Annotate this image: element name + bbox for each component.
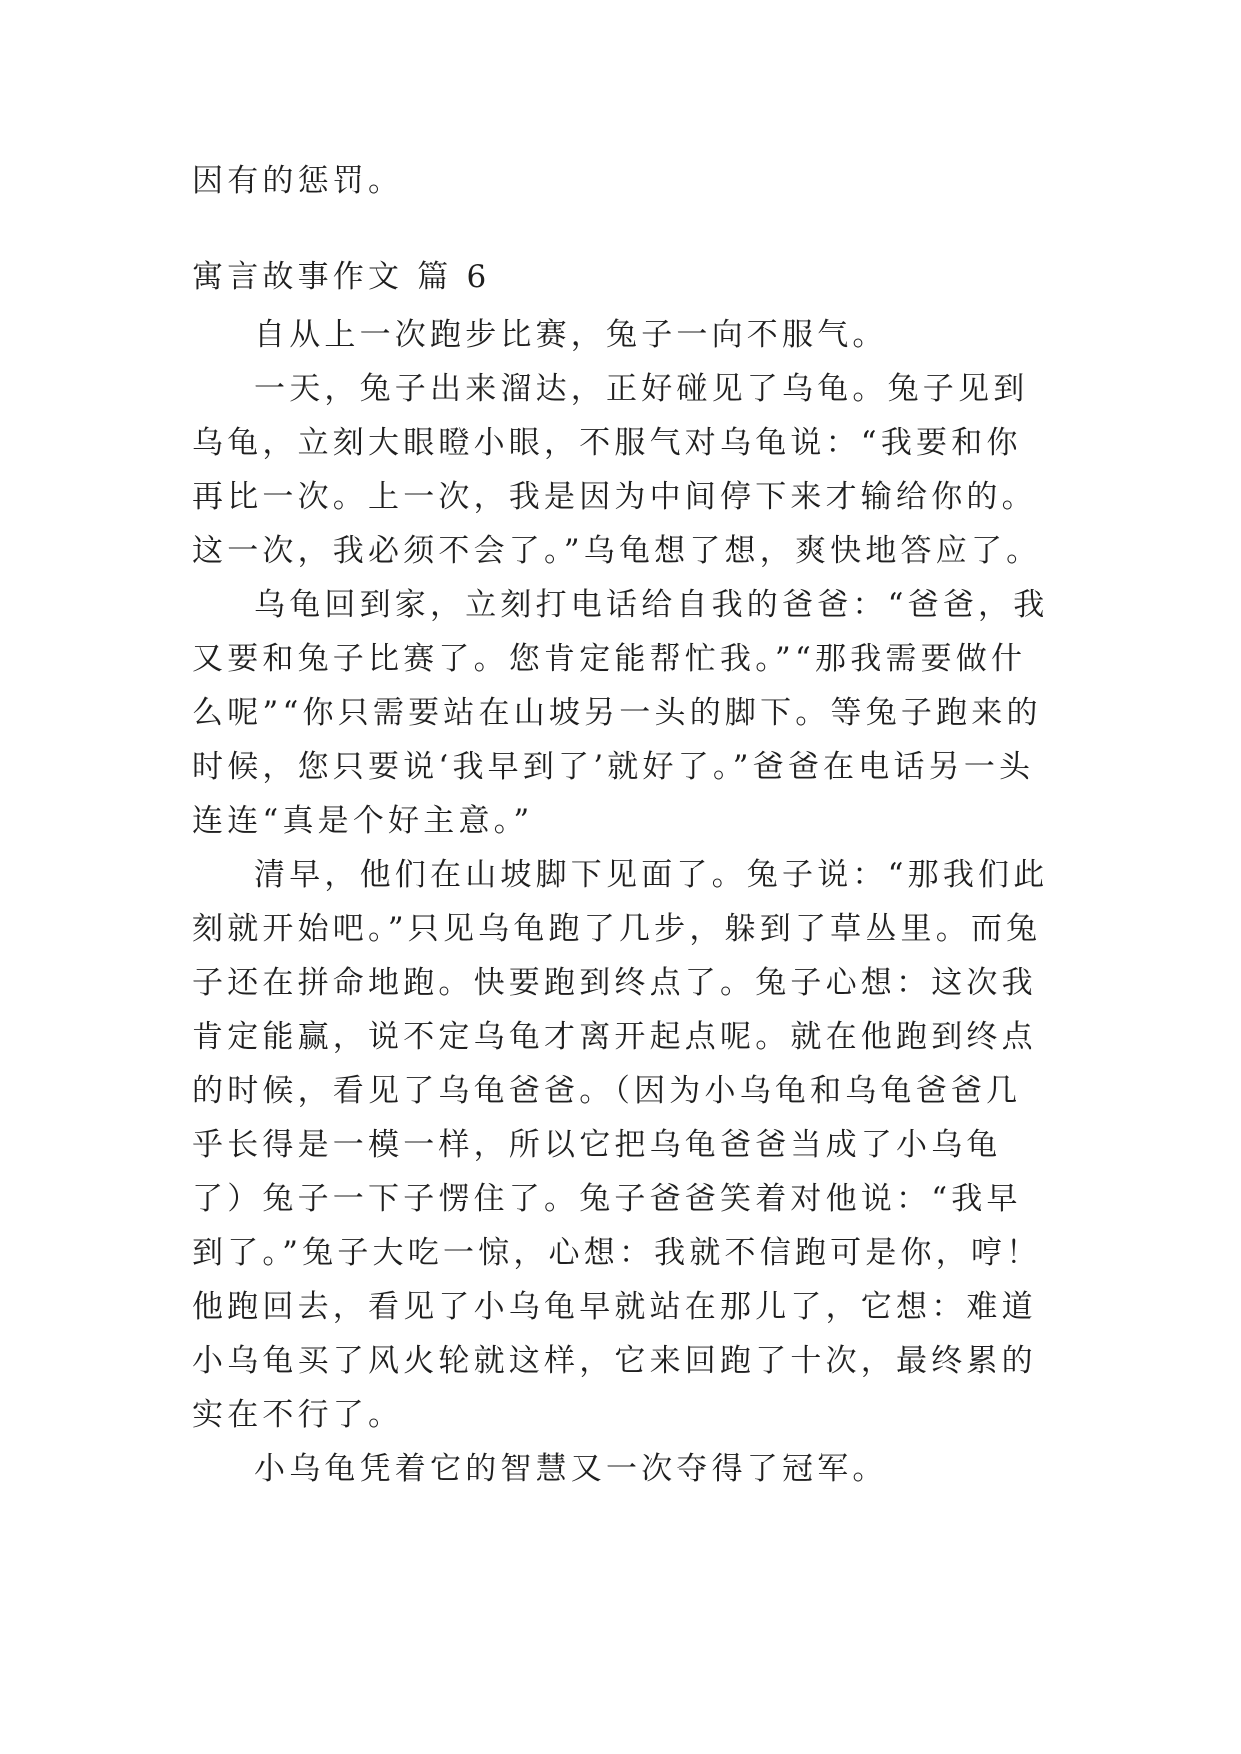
paragraph-5: 小乌龟凭着它的智慧又一次夺得了冠军。 [254, 1451, 888, 1487]
paragraph-3: 乌龟回到家，立刻打电话给自我的爸爸：“爸爸，我又要和兔子比赛了。您肯定能帮忙我。”“那我需要做什么呢”“你只需要站在山坡另一头的脚下。等兔子跑来的时候，您只要说‘我早到了’就好了。”爸爸在电话另一头连连“真是个好主意。” [192, 587, 1049, 839]
paragraph-4: 清早，他们在山坡脚下见面了。兔子说：“那我们此刻就开始吧。”只见乌龟跑了几步，躲到了草丛里。而兔子还在拼命地跑。快要跑到终点了。兔子心想：这次我肯定能赢，说不定乌龟才离开起点呢。就在他跑到终点的时候，看见了乌龟爸爸。（因为小乌龟和乌龟爸爸几乎长得是一模一样，所以它把乌龟爸爸当成了小乌龟了）兔子一下子愣住了。兔子爸爸笑着对他说：“我早到了。”兔子大吃一惊，心想：我就不信跑可是你，哼！他跑回去，看见了小乌龟早就站在那儿了，它想：难道小乌龟买了风火轮就这样，它来回跑了十次，最终累的实在不行了。 [192, 857, 1049, 1433]
paragraph-2: 一天，兔子出来溜达，正好碰见了乌龟。兔子见到乌龟，立刻大眼瞪小眼，不服气对乌龟说：“我要和你再比一次。上一次，我是因为中间停下来才输给你的。这一次，我必须不会了。”乌龟想了想，爽快地答应了。 [192, 371, 1042, 569]
continuation-text: 因有的惩罚。 [192, 163, 404, 199]
essay-body [192, 308, 1052, 1496]
essay-heading: 寓言故事作文 篇 6 [192, 259, 491, 295]
paragraph-1: 自从上一次跑步比赛，兔子一向不服气。 [254, 317, 888, 353]
